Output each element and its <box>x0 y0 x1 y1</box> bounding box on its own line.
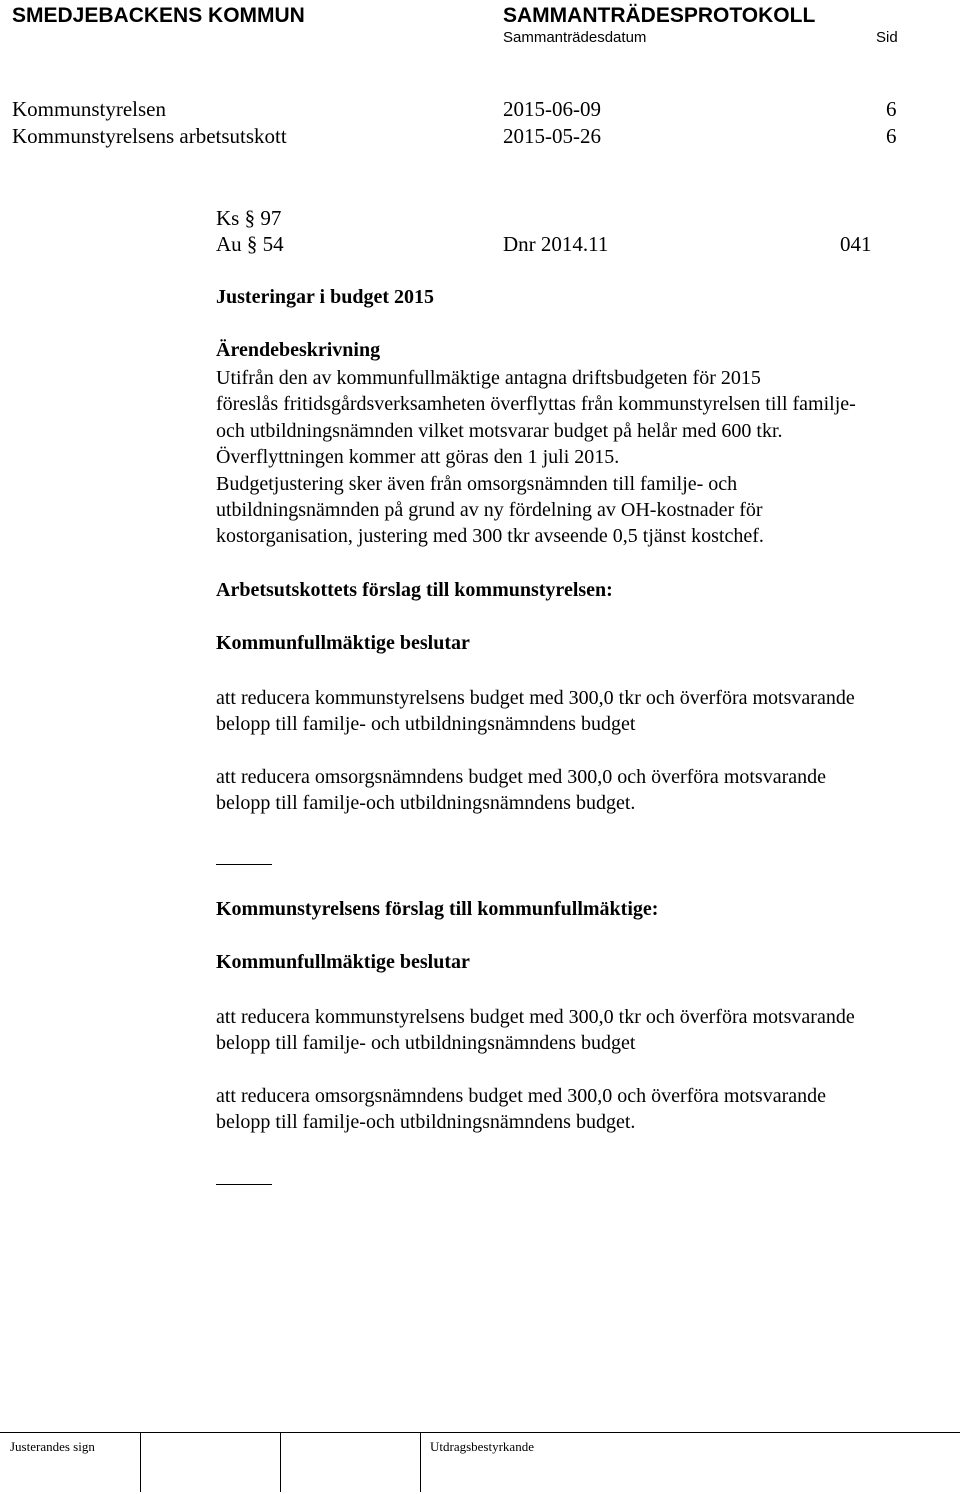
meeting-date-2: 2015-05-26 <box>503 124 601 148</box>
meeting-date-1: 2015-06-09 <box>503 97 601 121</box>
sign-box-divider <box>280 1432 281 1492</box>
decision-line: att reducera kommunstyrelsens budget med 300,0 tkr och överföra motsvarande <box>216 1006 855 1028</box>
description-heading: Ärendebeskrivning <box>216 339 381 361</box>
sign-box-divider <box>140 1432 141 1492</box>
decision-line: belopp till familje-och utbildningsnämndens budget. <box>216 1111 636 1134</box>
description-line: Utifrån den av kommunfullmäktige antagna driftsbudgeten för 2015 <box>216 367 761 389</box>
signature-label: Justerandes sign <box>10 1439 95 1454</box>
ks-label: Ks <box>216 206 240 230</box>
meeting-date-label: Sammanträdesdatum <box>503 29 647 46</box>
decision-line: att reducera kommunstyrelsens budget med 300,0 tkr och överföra motsvarande <box>216 687 855 709</box>
au-proposal-heading: Arbetsutskottets förslag till kommunstyrelsen: <box>216 579 613 601</box>
diary-number: Dnr 2014.11 <box>503 232 609 256</box>
au-decision-item-1 <box>216 685 958 738</box>
organization-name: SMEDJEBACKENS KOMMUN <box>12 4 305 27</box>
ks-decision-item-1 <box>216 1004 958 1057</box>
document-type: SAMMANTRÄDESPROTOKOLL <box>503 4 816 27</box>
page-label: Sid <box>876 29 898 46</box>
section-sign-icon: § <box>246 232 258 256</box>
section-divider <box>216 864 272 865</box>
description-line: Budgetjustering sker även från omsorgsnämnden till familje- och <box>216 472 738 495</box>
au-reference <box>216 232 284 257</box>
au-number: 54 <box>262 232 284 256</box>
case-title: Justeringar i budget 2015 <box>216 286 434 308</box>
meeting-body-1: Kommunstyrelsen <box>12 97 166 121</box>
decision-line: att reducera omsorgsnämndens budget med 300,0 och överföra motsvarande <box>216 766 826 788</box>
ks-proposal-heading: Kommunstyrelsens förslag till kommunfullmäktige: <box>216 898 659 920</box>
meeting-page-2: 6 <box>886 124 897 148</box>
meeting-body-2: Kommunstyrelsens arbetsutskott <box>12 124 287 148</box>
ks-decision-heading: Kommunfullmäktige beslutar <box>216 951 470 973</box>
decision-line: belopp till familje- och utbildningsnämndens budget <box>216 713 636 736</box>
sign-box-divider <box>420 1432 421 1492</box>
footer-top-rule <box>0 1432 960 1433</box>
description-line: föreslås fritidsgårdsverksamheten överflyttas från kommunstyrelsen till familje- <box>216 393 856 416</box>
section-sign-icon: § <box>244 206 256 230</box>
extract-certification-label: Utdragsbestyrkande <box>430 1439 534 1454</box>
au-decision-heading: Kommunfullmäktige beslutar <box>216 632 470 654</box>
description-line: utbildningsnämnden på grund av ny fördelning av OH-kostnader för <box>216 499 763 522</box>
ks-reference <box>216 206 281 231</box>
case-code: 041 <box>840 232 872 256</box>
section-divider <box>216 1184 272 1185</box>
ks-number: 97 <box>260 206 282 230</box>
description-line: Överflyttningen kommer att göras den 1 juli 2015. <box>216 446 620 469</box>
description-line: kostorganisation, justering med 300 tkr avseende 0,5 tjänst kostchef. <box>216 525 764 548</box>
decision-line: belopp till familje- och utbildningsnämndens budget <box>216 1032 636 1055</box>
au-decision-item-2 <box>216 764 958 817</box>
meeting-page-1: 6 <box>886 97 897 121</box>
description-body <box>216 365 958 550</box>
ks-decision-item-2 <box>216 1083 958 1136</box>
decision-line: belopp till familje-och utbildningsnämndens budget. <box>216 792 636 815</box>
decision-line: att reducera omsorgsnämndens budget med 300,0 och överföra motsvarande <box>216 1085 826 1107</box>
description-line: och utbildningsnämnden vilket motsvarar budget på helår med 600 tkr. <box>216 419 783 442</box>
au-label: Au <box>216 232 242 256</box>
